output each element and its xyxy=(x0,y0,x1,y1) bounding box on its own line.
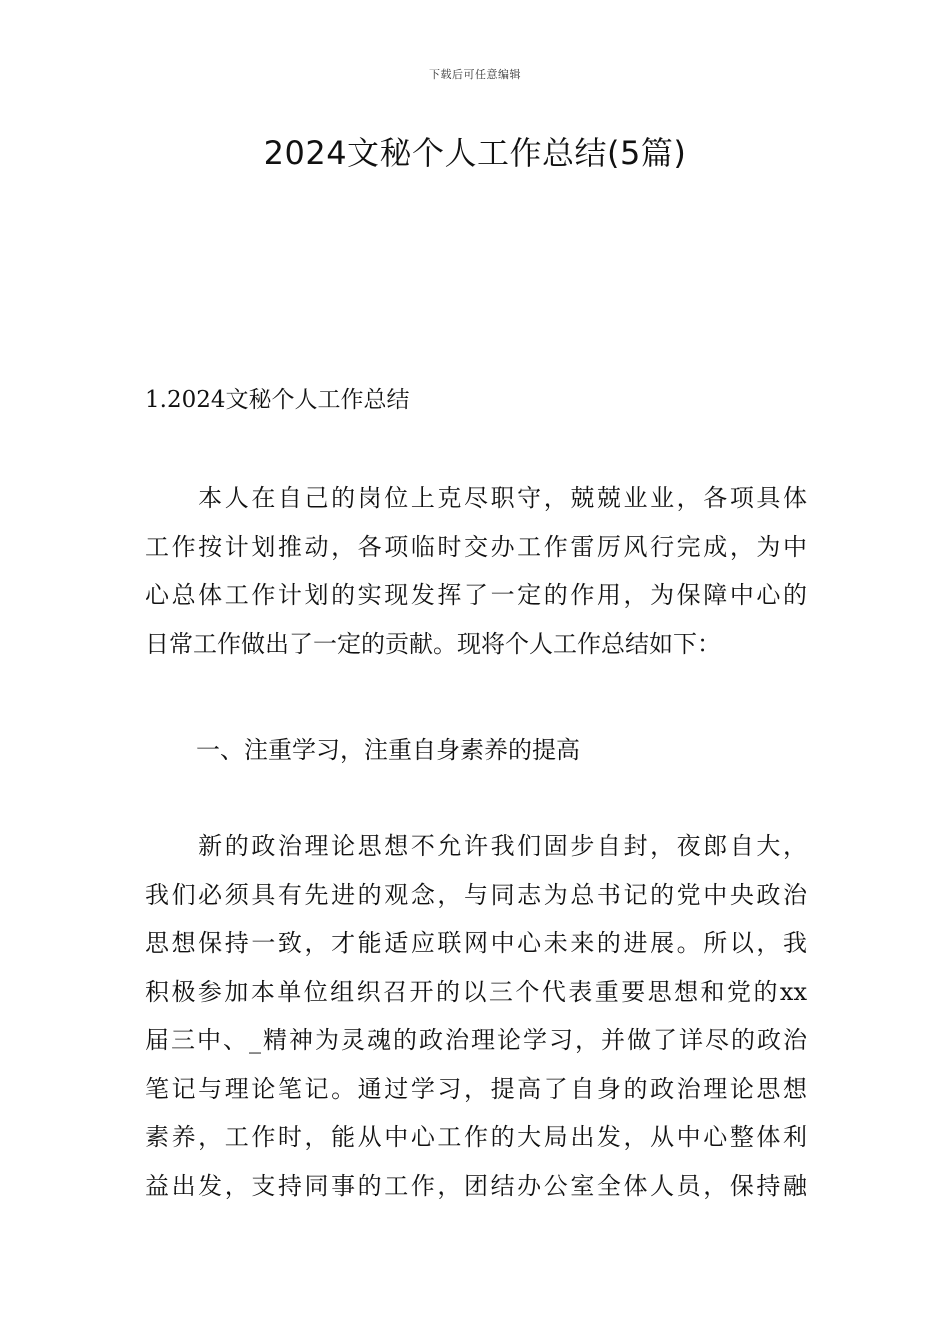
paragraph-line: 心总体工作计划的实现发挥了一定的作用，为保障中心的 xyxy=(145,581,807,609)
paragraph-line: 新的政治理论思想不允许我们固步自封，夜郎自大， xyxy=(145,832,807,860)
paragraph-line: 届三中、_精神为灵魂的政治理论学习，并做了详尽的政治 xyxy=(145,1026,807,1054)
paragraph-intro xyxy=(145,474,807,668)
paragraph-line: 本人在自己的岗位上克尽职守，兢兢业业，各项具体 xyxy=(145,484,807,512)
paragraph-line: 笔记与理论笔记。通过学习，提高了自身的政治理论思想 xyxy=(145,1074,807,1103)
paragraph-line: 思想保持一致，才能适应联网中心未来的进展。所以，我 xyxy=(145,929,807,957)
paragraph-line: 我们必须具有先进的观念，与同志为总书记的党中央政治 xyxy=(145,880,807,909)
paragraph-line: 日常工作做出了一定的贡献。现将个人工作总结如下： xyxy=(145,629,721,658)
document-title: 2024文秘个人工作总结(5篇) xyxy=(263,134,687,172)
paragraph-line: 素养，工作时，能从中心工作的大局出发，从中心整体利 xyxy=(145,1123,807,1151)
paragraph-line: 工作按计划推动，各项临时交办工作雷厉风行完成，为中 xyxy=(145,532,807,561)
paragraph-line: 积极参加本单位组织召开的以三个代表重要思想和党的xx xyxy=(145,977,807,1006)
section-heading: 1.2024文秘个人工作总结 xyxy=(145,387,410,413)
header-note: 下载后可任意编辑 xyxy=(429,68,521,81)
paragraph-study xyxy=(145,822,807,1210)
subheading: 一、注重学习，注重自身素养的提高 xyxy=(196,736,580,764)
paragraph-line: 益出发，支持同事的工作，团结办公室全体人员，保持融 xyxy=(145,1171,807,1200)
